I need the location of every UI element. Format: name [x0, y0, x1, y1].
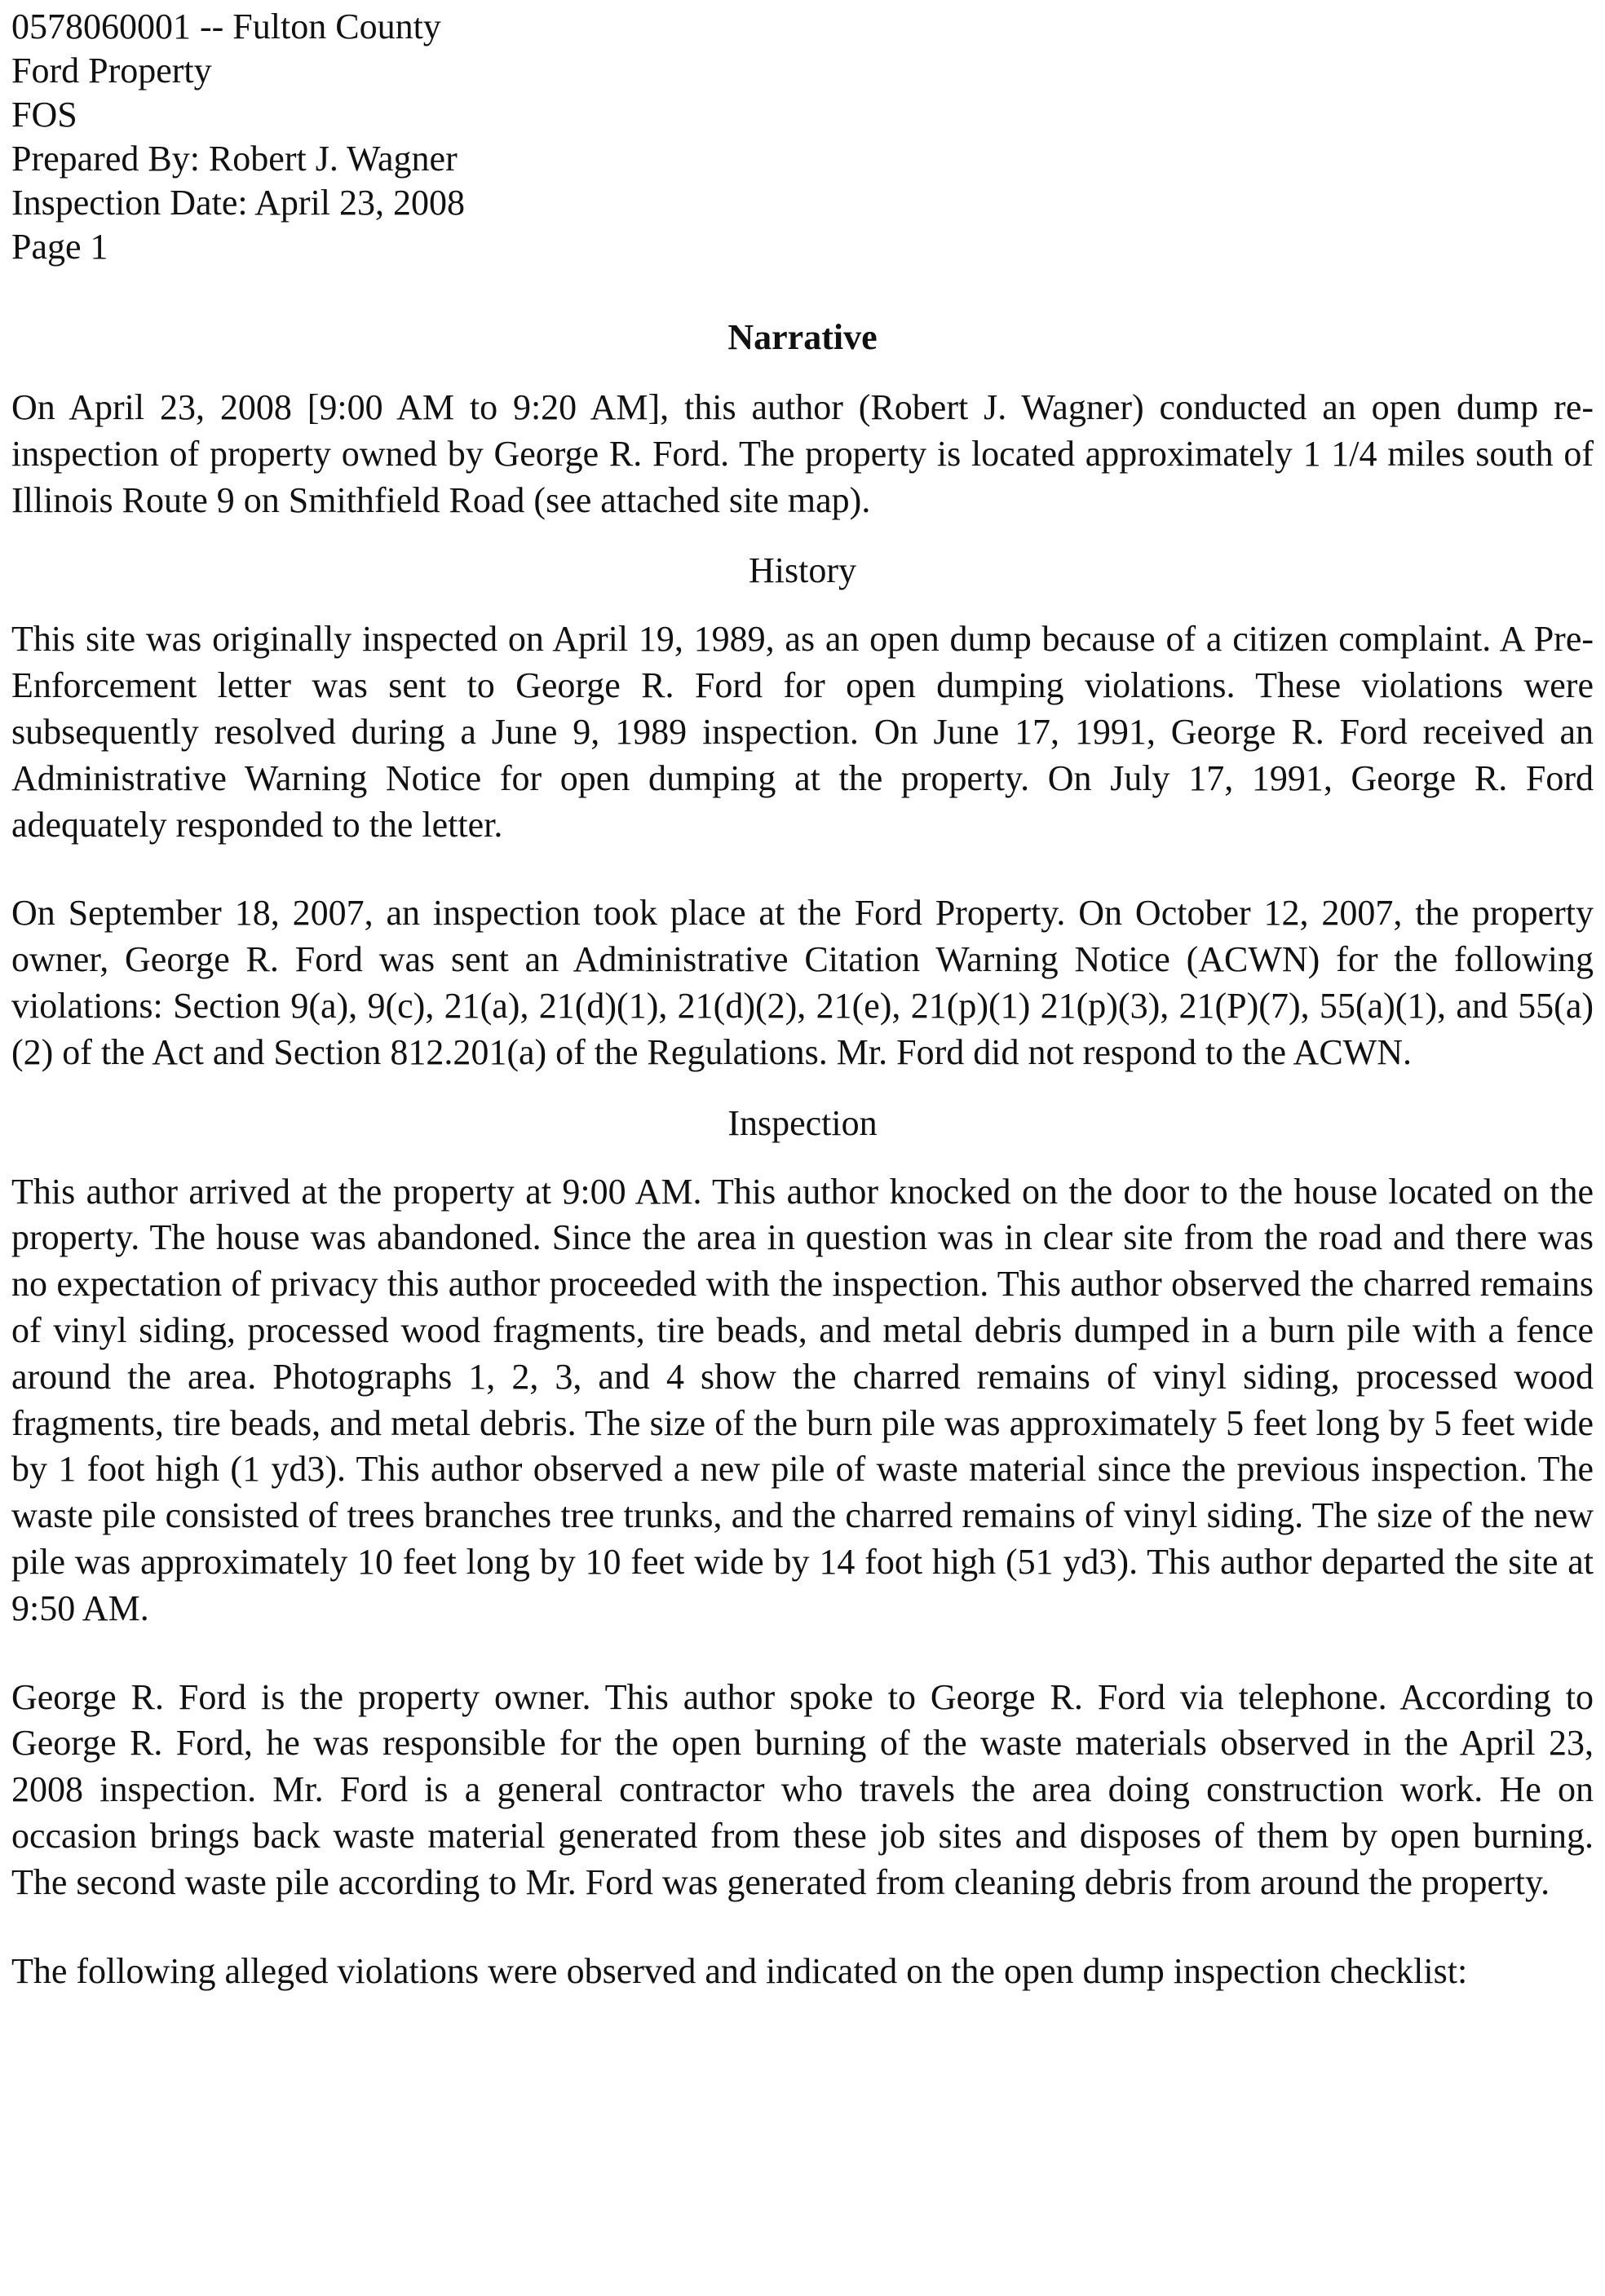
inspection-paragraph-1: This author arrived at the property at 9:00 AM. This author knocked on the door to the house located on the property. The house was abandoned. Since the area in question was in clear site from the road and there was no expectation of privacy this author proceeded with the inspection. This author observed the charred remains of vinyl siding, processed wood fragments, tire beads, and metal debris dumped in a burn pile with a fence around the area. Photographs 1, 2, 3, and 4 show the charred remains of vinyl siding, processed wood fragments, tire beads, and metal debris. The size of the burn pile was approximately 5 feet long by 5 feet wide by 1 foot high (1 yd3). This author observed a new pile of waste material since the previous inspection. The waste pile consisted of trees branches tree trunks, and the charred remains of vinyl siding. The size of the new pile was approximately 10 feet long by 10 feet wide by 14 foot high (51 yd3). This author departed the site at 9:50 AM. [11, 1171, 1594, 1628]
history-heading: History [749, 550, 856, 591]
inspection-paragraph-2: George R. Ford is the property owner. This author spoke to George R. Ford via telephone. According to George R. Ford, he was responsible for the open burning of the waste materials observed in the April 23, 2008 inspection. Mr. Ford is a general contractor who travels the area doing construction work. He on occasion brings back waste material generated from these job sites and disposes of them by open burning. The second waste pile according to Mr. Ford was generated from cleaning debris from around the property. [11, 1676, 1594, 1902]
header-report-type: FOS [11, 95, 77, 135]
inspection-paragraph-3: The following alleged violations were observed and indicated on the open dump inspection checklist: [11, 1950, 1468, 1991]
document-page [11, 0, 1594, 1994]
history-paragraph-2: On September 18, 2007, an inspection took place at the Ford Property. On October 12, 2007, the property owner, George R. Ford was sent an Administrative Citation Warning Notice (ACWN) for the following violations: Section 9(a), 9(c), 21(a), 21(d)(1), 21(d)(2), 21(e), 21(p)(1) 21(p)(3), 21(P)(7), 55(a)(1), and 55(a)(2) of the Act and Section 812.201(a) of the Regulations. Mr. Ford did not respond to the ACWN. [11, 893, 1594, 1072]
header-property: Ford Property [11, 51, 212, 91]
document-title: Narrative [727, 317, 878, 357]
history-paragraph-1: This site was originally inspected on April 19, 1989, as an open dump because of a citizen complaint. A Pre-Enforcement letter was sent to George R. Ford for open dumping violations. These violations were subsequently resolved during a June 9, 1989 inspection. On June 17, 1991, George R. Ford received an Administrative Warning Notice for open dumping at the property. On July 17, 1991, George R. Ford adequately responded to the letter. [11, 619, 1594, 845]
inspection-heading: Inspection [727, 1102, 878, 1143]
narrative-paragraph: On April 23, 2008 [9:00 AM to 9:20 AM], this author (Robert J. Wagner) conducted an open dump re-inspection of property owned by George R. Ford. The property is located approximately 1 1/4 miles south of Illinois Route 9 on Smithfield Road (see attached site map). [11, 387, 1594, 520]
header-site-id: 0578060001 -- Fulton County [11, 7, 441, 46]
document-header [11, 5, 1594, 269]
header-inspection-date: Inspection Date: April 23, 2008 [11, 183, 466, 223]
header-page-number: Page 1 [11, 227, 108, 267]
header-prepared-by: Prepared By: Robert J. Wagner [11, 139, 458, 179]
